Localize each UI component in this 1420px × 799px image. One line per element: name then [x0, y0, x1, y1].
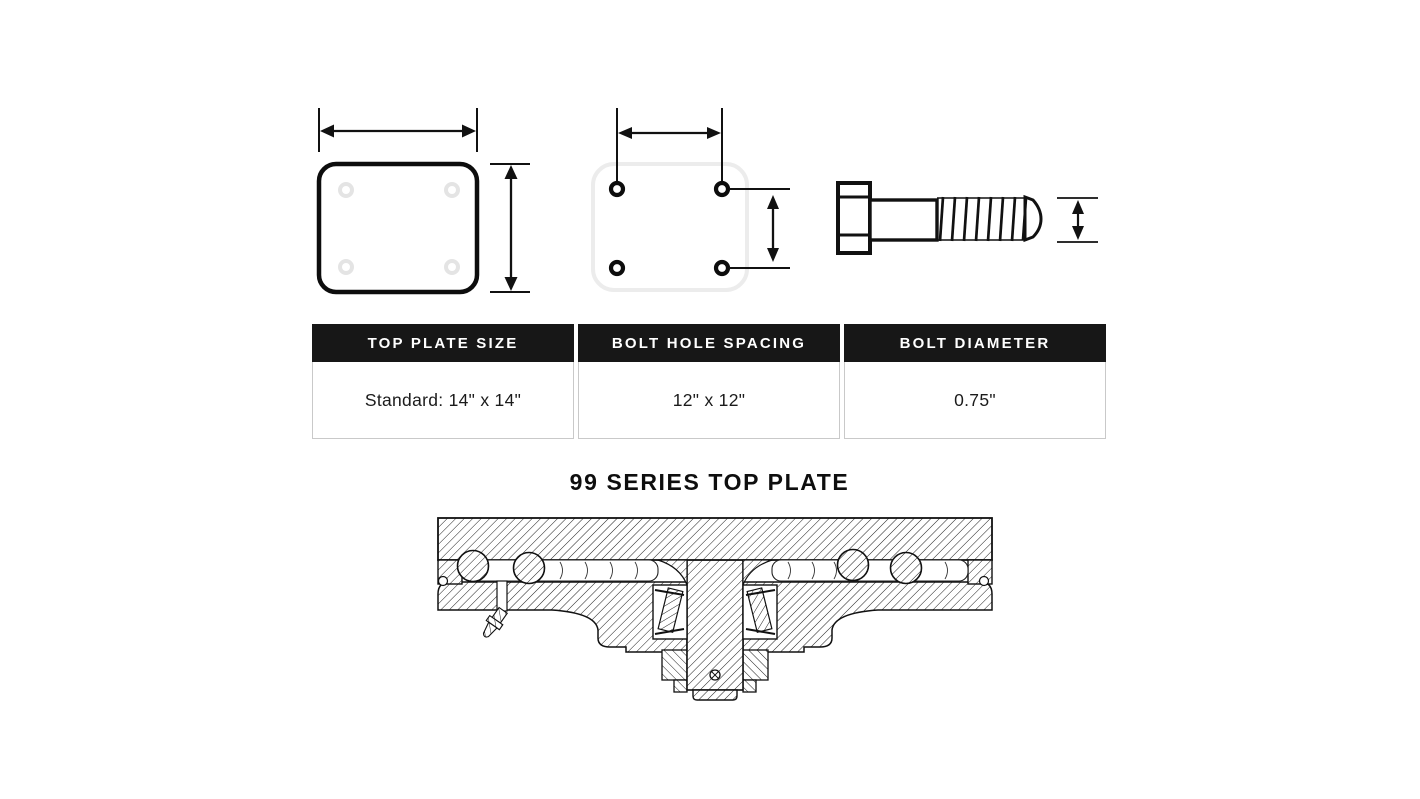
yoke-body-left	[438, 582, 687, 652]
ball-raceway-left	[462, 560, 658, 581]
bolt-hole-spacing-diagram	[573, 98, 823, 304]
grease-zerk-fitting	[478, 606, 509, 641]
cap-notch-right	[980, 577, 989, 586]
top-plate-cross-section-figure	[430, 510, 1000, 710]
bolt-diameter-diagram	[828, 163, 1118, 278]
section-title: 99 SERIES TOP PLATE	[569, 469, 850, 495]
spec-header-bolt-hole-spacing: BOLT HOLE SPACING	[578, 324, 840, 362]
spec-column-bolt-hole-spacing	[578, 324, 840, 439]
hole-spacing-horizontal-arrow	[618, 127, 721, 139]
ball-raceway-right	[772, 560, 968, 581]
spec-value-bolt-diameter: 0.75"	[844, 362, 1106, 439]
tapered-bearing-left	[653, 585, 687, 639]
hole-spacing-vertical-arrow	[767, 195, 779, 262]
cap-notch-left	[439, 577, 448, 586]
kingpin-rivet	[710, 670, 720, 680]
bolt-drawing	[838, 183, 1041, 253]
height-dimension-arrow	[490, 164, 530, 292]
bolt-diameter-arrow	[1057, 198, 1098, 242]
top-plate-size-diagram	[298, 98, 548, 304]
spec-header-top-plate-size: TOP PLATE SIZE	[312, 324, 574, 362]
yoke-body-right	[743, 582, 992, 652]
spec-column-bolt-diameter	[844, 324, 1106, 439]
grease-passage	[497, 581, 507, 611]
kingpin-stem	[693, 690, 737, 700]
spec-header-bolt-diameter: BOLT DIAMETER	[844, 324, 1106, 362]
width-dimension-arrow	[319, 108, 477, 152]
spec-value-bolt-hole-spacing: 12" x 12"	[578, 362, 840, 439]
tapered-bearing-right	[743, 585, 777, 639]
spec-value-top-plate-size: Standard: 14" x 14"	[312, 362, 574, 439]
spec-column-top-plate-size	[312, 324, 574, 439]
